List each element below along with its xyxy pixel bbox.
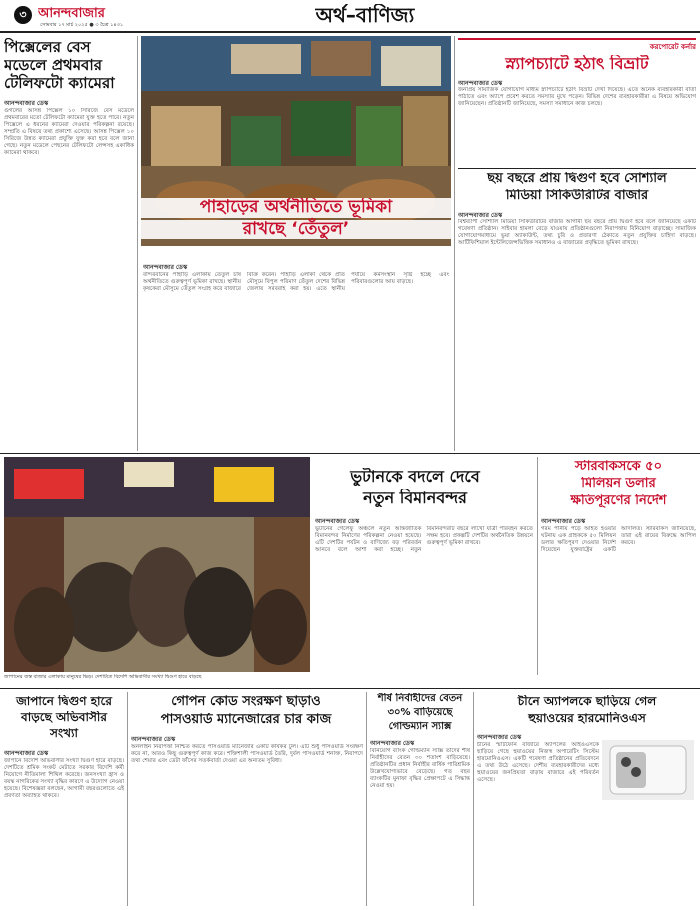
tamarind-headline-line1: পাহাড়ের অর্থনীতিতে ভূমিকা — [141, 198, 451, 218]
section-rule — [458, 168, 696, 169]
japan-body: জাপানে বিদেশি অভিবাসীর সংখ্যা দ্বিগুণ হারে বাড়ছে। দেশটিতে শ্রমিক সংকট মেটাতে সরকার বিদেশি কর্মী নিয়োগে নীতিমালা শিথিল করেছে। জনসংখ্যা হ্রাস ও বয়স্ক নাগরিকের সংখ্যা বৃদ্ধির কারণে এ উদ্যোগ নেওয়া হয়েছে। বিশেষজ্ঞরা বলছেন, আগামী বছরগুলোতে এই প্রবণতা অব্যাহত থাকবে। — [4, 758, 124, 799]
huawei-phone-photo — [602, 740, 694, 800]
password-body: অনলাইন নিরাপত্তা নিশ্চিত করতে পাসওয়ার্ড ম্যানেজার একটি কার্যকর টুল। এটি শুধু পাসওয়ার্ড সংরক্ষণ করে না, আরও কিছু গুরুত্বপূর্ণ কাজ করে। শক্তিশালী পাসওয়ার্ড তৈরি, দুর্বল পাসওয়ার্ড শনাক্ত, নিরাপদে তথ্য শেয়ার এবং ডেটা ফাঁসের সতর্কবার্তা দেওয়া এর অন্যতম সুবিধা। — [131, 744, 363, 764]
snapchat-headline: স্ন্যাপচ্যাটে হঠাৎ বিভ্রাট — [505, 55, 649, 73]
bhutan-headline-line2: নতুন বিমানবন্দর — [363, 489, 467, 507]
starbucks-headline-line3: ক্ষতিপূরণের নির্দেশ — [570, 494, 667, 508]
phone-image — [602, 740, 694, 800]
starbucks-headline-line2: মিলিয়ন ডলার — [581, 477, 656, 491]
bhutan-byline: আনন্দবাজার ডেস্ক — [315, 518, 360, 525]
corner-label — [458, 38, 696, 50]
date-line: সোমবার ১৭ মার্চ ২০২৫ ● ৩ চৈত্র ১৪৩১ — [40, 22, 124, 28]
password-byline: আনন্দবাজার ডেস্ক — [131, 736, 176, 743]
huawei-body: চীনের স্মার্টফোন বাজারে অ্যাপলের আইওএসকে ছাড়িয়ে গেছে হুয়াওয়ের নিজস্ব অপারেটিং সিস্টেম হারমোনিওএস। একটি গবেষণা প্রতিষ্ঠানের প্রতিবেদনে এ তথ্য উঠে এসেছে। দেশীয় ব্যবহারকারীদের মধ্যে হুয়াওয়ের জনপ্রিয়তা বাড়ায় বাজারে এই পরিবর্তন এসেছে। — [477, 742, 599, 783]
tamarind-body: বান্দরবানের পাহাড়ি এলাকায় তেঁতুল চাষ অর্থনীতিতে গুরুত্বপূর্ণ ভূমিকা রাখছে। স্থানীয় কৃষকেরা মৌসুমে তেঁতুল সংগ্রহ করে বাজারে বিক্রি করেন। পাহাড়ি এলাকা থেকে প্রতি মৌসুমে বিপুল পরিমাণ তেঁতুল দেশের বিভিন্ন জেলায় সরবরাহ করা হয়। এতে স্থানীয় পর্যায়ে কর্মসংস্থান সৃষ্টি হচ্ছে এবং পরিবারগুলোর আয় বাড়ছে। — [143, 272, 449, 292]
pixel-body: গুগলের আসন্ন পিক্সেল ১০ সিরিজে বেস মডেলে প্রথমবারের মতো টেলিফটো ক্যামেরা যুক্ত হতে পারে। নতুন পিক্সেলে এ ধরনের ক্যামেরা দেওয়ার পরিকল্পনা রয়েছে। সম্প্রতি এ বিষয়ে তথ্য প্রকাশ্যে এসেছে। আসন্ন পিক্সেল ১০ সিরিজে উন্নত ক্যামেরা প্রযুক্তি যুক্ত করা হবে বলে জানা গেছে। নতুন মডেলে পেছনের টেলিফটো লেন্সসহ একাধিক ক্যামেরা থাকবে। — [4, 108, 134, 156]
starbucks-byline: আনন্দবাজার ডেস্ক — [541, 518, 586, 525]
masthead — [0, 0, 700, 32]
col-divider — [137, 36, 138, 451]
starbucks-body: গরম পানীয় পড়ে আহত হওয়ার ঘটনায় এক গ্রাহককে ৫০ মিলিয়ন ডলার ক্ষতিপূরণ দেওয়ার নির্দেশ দিয়েছেন যুক্তরাষ্ট্রের একটি আদালত। স্টারবাকস জানিয়েছে, তারা এই রায়ের বিরুদ্ধে আপিল করবে। — [541, 526, 696, 553]
huawei-headline-line2: হুয়াওয়ের হারমোনিওএস — [528, 712, 646, 725]
alley-photo-image — [4, 457, 310, 672]
col-divider — [366, 692, 367, 906]
password-headline-line2: পাসওয়ার্ড ম্যানেজারের চার কাজ — [160, 713, 332, 727]
tamarind-byline: আনন্দবাজার ডেস্ক — [143, 264, 188, 271]
goldman-byline: আনন্দবাজার ডেস্ক — [370, 740, 415, 747]
goldman-headline-line2: ৩০% বাড়িয়েছে — [387, 707, 453, 718]
social-headline-line2: মিডিয়া সিকিউরিটির বাজার — [505, 189, 649, 203]
col-divider — [454, 36, 455, 451]
goldman-headline-line3: গোল্ডম্যান স্যাক্স — [388, 721, 452, 732]
tamarind-headline-line2: রাখছে ‘তেঁতুল’ — [141, 220, 451, 240]
col-divider — [537, 457, 538, 675]
tamarind-headline-box — [141, 198, 451, 258]
alley-caption: জাপানের ব্যস্ত বাজার এলাকায় মানুষের ভিড়। দেশটিতে বিদেশি অভিবাসীর সংখ্যা দ্বিগুণ হারে বাড়ছে — [4, 674, 202, 680]
col-divider — [127, 692, 128, 906]
pixel-headline: পিক্সেলের বেস মডেলে প্রথমবার টেলিফটো ক্যামেরা — [4, 38, 115, 92]
lower-rule — [0, 688, 700, 689]
page-number-badge: ৩ — [14, 6, 32, 24]
section-title: অর্থ–বাণিজ্য — [315, 4, 415, 27]
social-byline: আনন্দবাজার ডেস্ক — [458, 212, 503, 219]
huawei-byline: আনন্দবাজার ডেস্ক — [477, 734, 522, 741]
masthead-rule — [0, 31, 700, 33]
huawei-headline-line1: চীনে অ্যাপলকে ছাড়িয়ে গেল — [517, 695, 657, 708]
snapchat-body: জনপ্রিয় সামাজিক যোগাযোগ মাধ্যম স্ন্যাপচ্যাটে হঠাৎ বিভ্রাট দেখা দিয়েছে। এতে অনেক ব্যবহারকারী বার্তা পাঠাতে এবং অ্যাপে প্রবেশ করতে সমস্যার মুখে পড়েন। বিভিন্ন দেশের ব্যবহারকারীরা এ বিষয়ে অভিযোগ জানিয়েছেন। প্রতিষ্ঠানটি জানিয়েছে, সমস্যা সমাধানে কাজ চলছে। — [458, 87, 696, 107]
japan-headline-line1: জাপানে দ্বিগুণ হারে — [16, 695, 112, 708]
pixel-byline: আনন্দবাজার ডেস্ক — [4, 100, 49, 107]
alley-photo — [4, 457, 310, 672]
corner-label-text: করপোরেট কর্নার — [649, 43, 696, 50]
goldman-body: বিনিয়োগ ব্যাংক গোল্ডম্যান স্যাক্স তাদের শীর্ষ নির্বাহীদের বেতন ৩০ শতাংশ বাড়িয়েছে। প্রতিষ্ঠানটির প্রধান নির্বাহীর বার্ষিক পারিশ্রমিক উল্লেখযোগ্যভাবে বেড়েছে। গত বছর ব্যাংকটির মুনাফা বৃদ্ধির প্রেক্ষাপটে এ সিদ্ধান্ত নেওয়া হয়। — [370, 748, 470, 789]
mid-rule — [0, 453, 700, 454]
goldman-headline-line1: শীর্ষ নির্বাহীদের বেতন — [377, 693, 463, 704]
starbucks-headline-line1: স্টারবাকসকে ৫০ — [574, 460, 663, 474]
social-body: বিশ্বব্যাপী সোশ্যাল মিডিয়া সিকিউরিটির বাজার আগামী ছয় বছরে প্রায় দ্বিগুণ হবে বলে জানিয়েছে একটি গবেষণা প্রতিষ্ঠান। সাইবার হামলা বেড়ে যাওয়ায় প্রতিষ্ঠানগুলো নিরাপত্তায় বিনিয়োগ বাড়াচ্ছে। সামাজিক যোগাযোগমাধ্যমে ভুয়া অ্যাকাউন্ট, তথ্য চুরি ও প্রতারণা ঠেকাতে নতুন প্রযুক্তির চাহিদা বাড়ছে। আর্টিফিশিয়াল ইন্টেলিজেন্সভিত্তিক সমাধানও এ বাজারের প্রবৃদ্ধিতে ভূমিকা রাখছে। — [458, 219, 696, 246]
japan-headline-line3: সংখ্যা — [50, 727, 78, 740]
japan-headline-line2: বাড়ছে অভিবাসীর — [21, 711, 107, 724]
password-headline-line1: গোপন কোড সংরক্ষণ ছাড়াও — [171, 695, 321, 709]
social-headline-line1: ছয় বছরে প্রায় দ্বিগুণ হবে সোশ্যাল — [487, 172, 667, 186]
bhutan-body: ভুটানের গেলেফু অঞ্চলে নতুন আন্তর্জাতিক বিমানবন্দর নির্মাণের পরিকল্পনা নেওয়া হয়েছে। এটি দেশটির পর্যটন ও বাণিজ্যে বড় পরিবর্তন আনবে বলে আশা করা হচ্ছে। নতুন বিমানবন্দরটি বছরে লাখো যাত্রী পরিবহন করতে সক্ষম হবে। প্রকল্পটি দেশটির অর্থনৈতিক উন্নয়নে গুরুত্বপূর্ণ ভূমিকা রাখবে। — [315, 526, 533, 553]
bhutan-headline-line1: ভুটানকে বদলে দেবে — [350, 468, 480, 486]
paper-name: আনন্দবাজার — [38, 7, 105, 21]
japan-byline: আনন্দবাজার ডেস্ক — [4, 750, 49, 757]
col-divider — [473, 692, 474, 906]
snapchat-byline: আনন্দবাজার ডেস্ক — [458, 80, 503, 87]
